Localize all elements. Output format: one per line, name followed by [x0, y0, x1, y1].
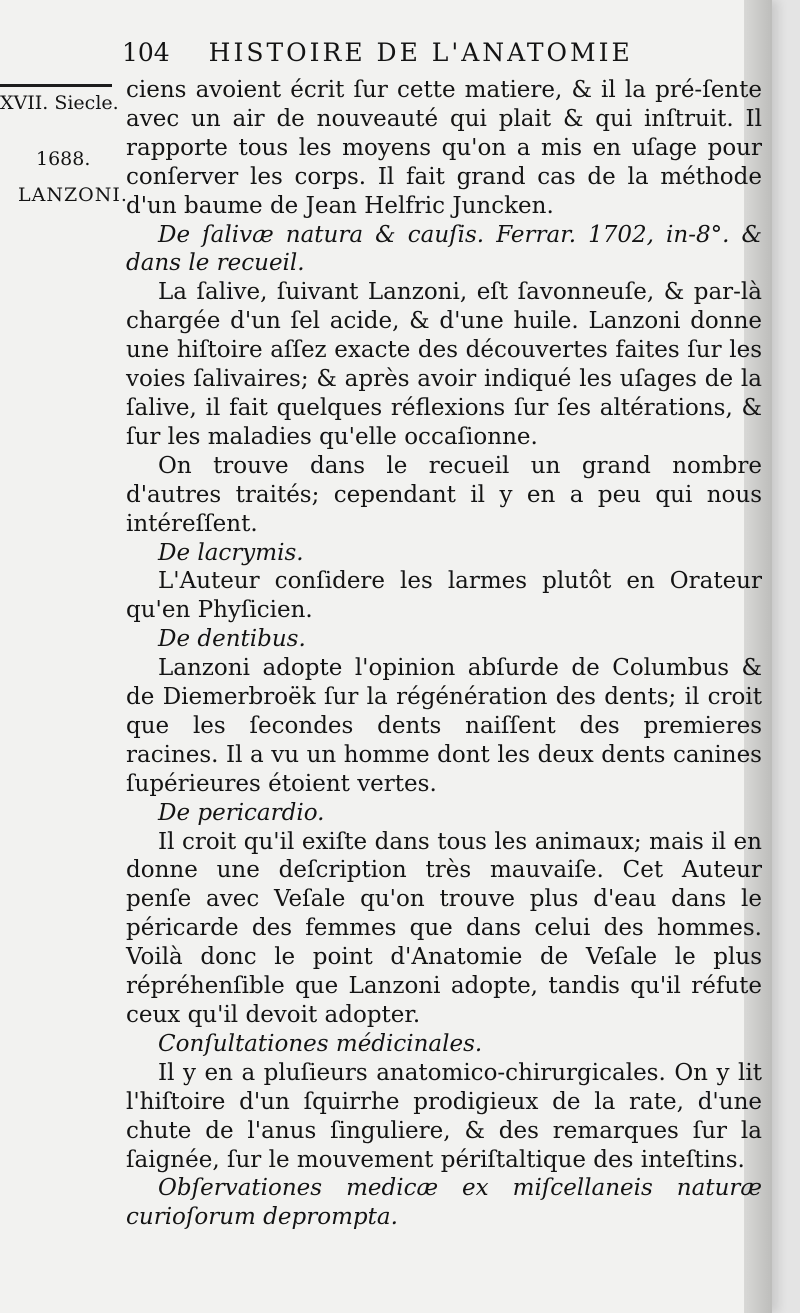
title-de-salivae: De ſalivæ natura & cauſis. Ferrar. 1702, in-8°. & dans le recueil. — [126, 221, 762, 277]
running-header — [122, 38, 762, 67]
running-title: HISTOIRE DE L'ANATOMIE — [208, 38, 633, 67]
paragraph-larmes: L'Auteur conſidere les larmes plutôt en Orateur qu'en Phyſicien. — [126, 568, 762, 624]
title-consultationes: Conſultationes médicinales. — [158, 1030, 483, 1057]
page-number: 104 — [122, 38, 170, 67]
paragraph-continuation: ciens avoient écrit ſur cette matiere, & il la pré-ſente avec un air de nouveauté qui plait & qui inſtruit. Il rapporte tous les moyens qu'on a mis en uſage pour conſerver les corps. Il fait grand cas de la méthode d'un baume de Jean Helfric Juncken. — [126, 77, 762, 219]
margin-note-century: XVII. Siecle. — [0, 92, 119, 114]
paragraph-pericarde: Il croit qu'il exiſte dans tous les animaux; mais il en donne une deſcription très mauvaiſe. Cet Auteur penſe avec Veſale qu'on trouve plus d'eau dans le péricarde des femmes que dans celui des hommes. Voilà donc le point d'Anatomie de Veſale le plus répréhenſible que Lanzoni adopte, tandis qu'il réfute ceux qu'il devoit adopter. — [126, 828, 762, 1028]
title-de-pericardio: De pericardio. — [158, 799, 325, 826]
margin-note-year: 1688. — [36, 148, 91, 170]
margin-rule — [0, 84, 112, 87]
paragraph-dents: Lanzoni adopte l'opinion abſurde de Columbus & de Diemerbroëk ſur la régénération des dents; il croit que les ſecondes dents naiſſent des premieres racines. Il a vu un homme dont les deux dents canines ſupérieures étoient vertes. — [126, 655, 762, 797]
title-de-dentibus: De dentibus. — [158, 626, 306, 653]
paragraph-title-de-salivae — [126, 221, 762, 279]
body-text — [126, 76, 762, 1232]
title-observationes: Obſervationes medicæ ex miſcellaneis naturæ curioſorum deprompta. — [126, 1175, 762, 1231]
title-de-lacrymis: De lacrymis. — [158, 539, 304, 566]
paragraph-salive: La ſalive, ſuivant Lanzoni, eſt ſavonneuſe, & par-là chargée d'un ſel acide, & d'une huile. Lanzoni donne une hiſtoire aſſez exacte des découvertes faites ſur les voies ſalivaires; & après avoir indiqué les uſages de la ſalive, il fait quelques réflexions ſur ſes altérations, & ſur les maladies qu'elle occaſionne. — [126, 279, 762, 450]
margin-note-author: LANZONI. — [18, 184, 128, 206]
paragraph-chirurgicales: Il y en a pluſieurs anatomico-chirurgicales. On y lit l'hiſtoire d'un ſquirrhe prodigieux de la rate, d'une chute de l'anus ſinguliere, & des remarques ſur la ſaignée, ſur le mouvement périſtaltique des inteſtins. — [126, 1059, 762, 1173]
paragraph-recueil: On trouve dans le recueil un grand nombre d'autres traités; cependant il y en a peu qui nous intéreſſent. — [126, 452, 762, 537]
